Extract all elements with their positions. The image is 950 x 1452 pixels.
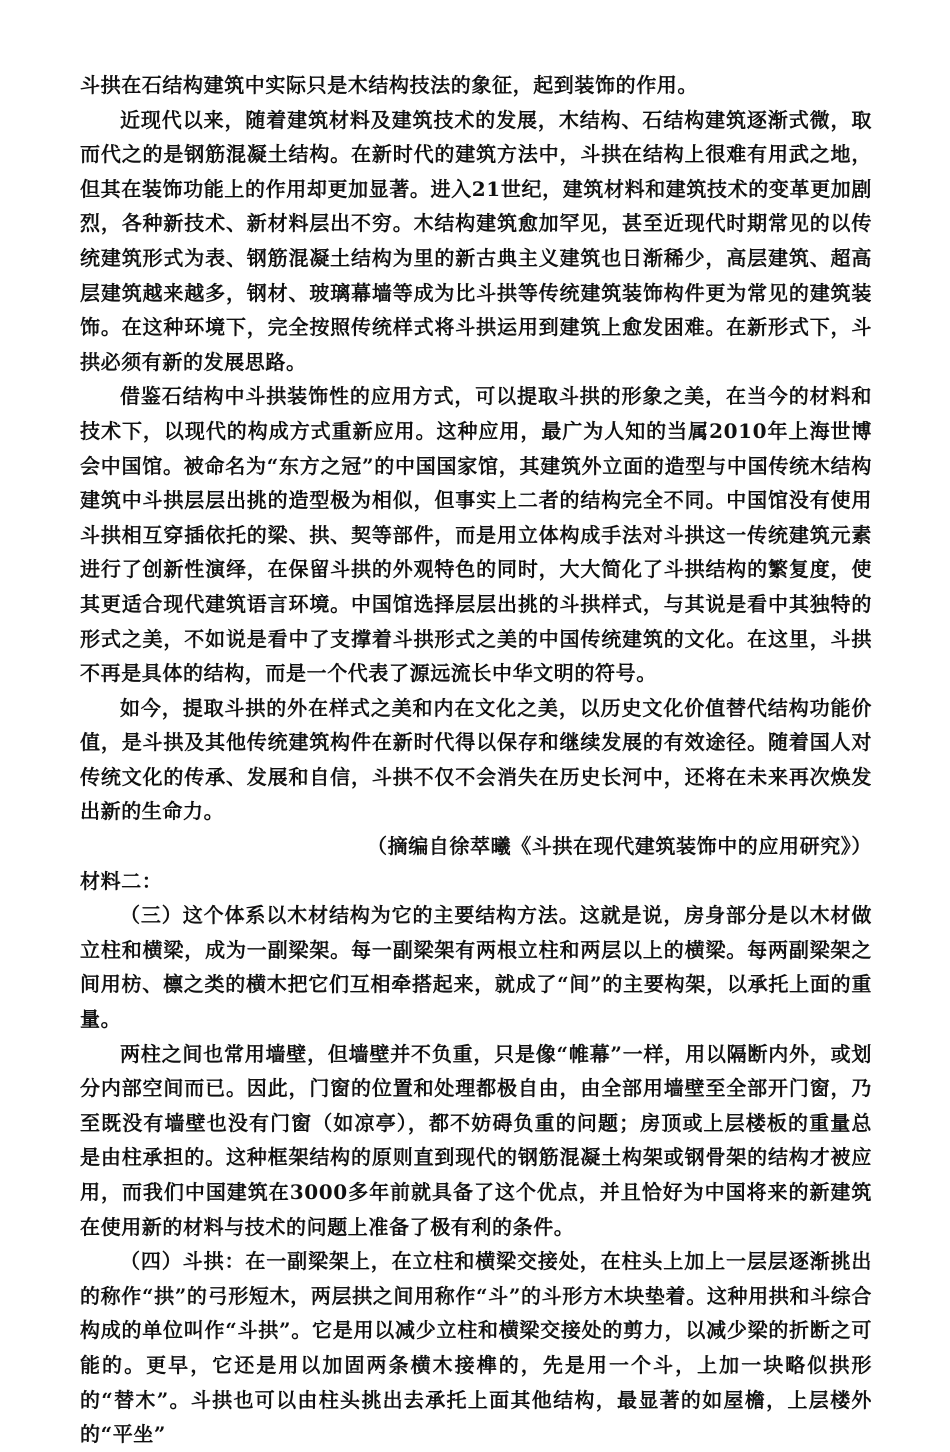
paragraph-modern-development: 近现代以来，随着建筑材料及建筑技术的发展，木结构、石结构建筑逐渐式微，取而代之的是钢筋混凝土结构。在新时代的建筑方法中，斗拱在结构上很难有用武之地，但其在装饰功能上的作用却更加显著。进入21世纪，建筑材料和建筑技术的变革更加剧烈，各种新技术、新材料层出不穷。木结构建筑愈加罕见，甚至近现代时期常见的以传统建筑形式为表、钢筋混凝土结构为里的新古典主义建筑也日渐稀少，高层建筑、超高层建筑越来越多，钢材、玻璃幕墙等成为比斗拱等传统建筑装饰构件更为常见的建筑装饰。在这种环境下，完全按照传统样式将斗拱运用到建筑上愈发困难。在新形式下，斗拱必须有新的发展思路。 (80, 107, 872, 374)
material-two-label: 材料二： (80, 868, 163, 893)
paragraph-walls: 两柱之间也常用墙壁，但墙壁并不负重，只是像“帷幕”一样，用以隔断内外，或划分内部空间而已。因此，门窗的位置和处理都极自由，由全部用墙壁至全部开门窗，乃至既没有墙壁也没有门窗（如凉亭），都不妨碍负重的问题；房顶或上层楼板的重量总是由柱承担的。这种框架结构的原则直到现代的钢筋混凝土构架或钢骨架的结构才被应用，而我们中国建筑在3000多年前就具备了这个优点，并且恰好为中国将来的新建筑在使用新的材料与技术的问题上准备了极有利的条件。 (80, 1041, 872, 1239)
paragraph-intro-fragment: 斗拱在石结构建筑中实际只是木结构技法的象征，起到装饰的作用。 (80, 73, 698, 97)
paragraph-dougong: （四）斗拱：在一副梁架上，在立柱和横梁交接处，在柱头上加上一层层逐渐挑出的称作“拱”的弓形短木，两层拱之间用称作“斗”的斗形方木块垫着。这种用拱和斗综合构成的单位叫作“斗拱”。它是用以减少立柱和横梁交接处的剪力，以减少梁的折断之可能的。更早，它还是用以加固两条横木接榫的，先是用一个斗，上加一块略似拱形的“替木”。斗拱也可以由柱头挑出去承托上面其他结构，最显著的如屋檐，上层楼外的“平坐” (80, 1249, 872, 1447)
paragraph-china-pavilion: 借鉴石结构中斗拱装饰性的应用方式，可以提取斗拱的形象之美，在当今的材料和技术下，以现代的构成方式重新应用。这种应用，最广为人知的当属2010年上海世博会中国馆。被命名为“东方之冠”的中国国家馆，其建筑外立面的造型与中国传统木结构建筑中斗拱层层出挑的造型极为相似，但事实上二者的结构完全不同。中国馆没有使用斗拱相互穿插依托的梁、拱、契等部件，而是用立体构成手法对斗拱这一传统建筑元素进行了创新性演绎，在保留斗拱的外观特色的同时，大大简化了斗拱结构的繁复度，使其更适合现代建筑语言环境。中国馆选择层层出挑的斗拱样式，与其说是看中其独特的形式之美，不如说是看中了支撑着斗拱形式之美的中国传统建筑的文化。在这里，斗拱不再是具体的结构，而是一个代表了源远流长中华文明的符号。 (80, 384, 872, 686)
source-citation: （摘编自徐萃曦《斗拱在现代建筑装饰中的应用研究》） (367, 834, 872, 859)
paragraph-conclusion: 如今，提取斗拱的外在样式之美和内在文化之美，以历史文化价值替代结构功能价值，是斗拱及其他传统建筑构件在新时代得以保存和继续发展的有效途径。随着国人对传统文化的传承、发展和自信，斗拱不仅不会消失在历史长河中，还将在未来再次焕发出新的生命力。 (80, 695, 872, 824)
paragraph-wood-structure: （三）这个体系以木材结构为它的主要结构方法。这就是说，房身部分是以木材做立柱和横梁，成为一副梁架。每一副梁架有两根立柱和两层以上的横梁。每两副梁架之间用枋、檩之类的横木把它们互相牵搭起来，就成了“间”的主要构架，以承托上面的重量。 (80, 903, 872, 1032)
